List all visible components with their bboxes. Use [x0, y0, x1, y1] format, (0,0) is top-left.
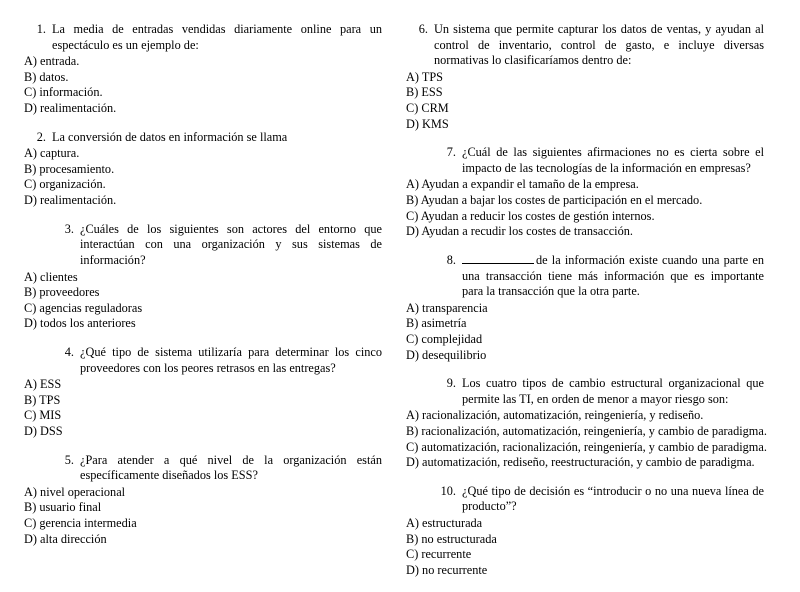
option-a: A) ESS	[24, 377, 62, 392]
question-heading	[24, 130, 382, 146]
fill-in-blank	[462, 254, 534, 264]
question-6	[406, 22, 764, 132]
option-c: C) recurrente	[406, 547, 472, 562]
option-d: D) todos los anteriores	[24, 316, 136, 331]
option-a: A) entrada.	[24, 54, 80, 69]
question-text-with-blank	[462, 253, 764, 300]
question-7	[406, 145, 764, 240]
question-heading	[406, 376, 764, 407]
option-a: A) clientes	[24, 269, 78, 284]
options-list	[406, 70, 764, 132]
question-text: Los cuatro tipos de cambio estructural organizacional que permite las TI, en orden de menor a mayor riesgo son:	[462, 376, 764, 406]
question-2	[24, 130, 382, 209]
question-heading	[24, 345, 382, 376]
question-text: La media de entradas vendidas diariamente online para un espectáculo es un ejemplo de:	[52, 22, 382, 52]
option-c: C) gerencia intermedia	[24, 516, 137, 531]
option-b: B) TPS	[24, 392, 61, 407]
options-list	[24, 270, 382, 332]
question-heading	[406, 145, 764, 176]
question-text: ¿Qué tipo de decisión es “introducir o no una nueva línea de producto”?	[462, 483, 764, 514]
right-column	[406, 22, 767, 592]
question-number: 4.	[64, 344, 74, 359]
question-1	[24, 22, 382, 117]
option-d: D) automatización, rediseño, reestructuración, y cambio de paradigma.	[406, 455, 755, 470]
option-c: C) complejidad	[406, 331, 483, 346]
question-number: 9.	[446, 376, 456, 391]
question-number: 3.	[64, 221, 74, 236]
question-number: 1.	[36, 22, 46, 36]
options-list	[24, 377, 382, 439]
option-b: B) no estructurada	[406, 531, 497, 546]
option-d: D) DSS	[24, 424, 63, 439]
option-b: B) proveedores	[24, 285, 100, 300]
option-a: A) TPS	[406, 69, 444, 84]
question-text: ¿Cuál de las siguientes afirmaciones no es cierta sobre el impacto de las tecnologías de la información en empresas?	[462, 145, 764, 175]
option-b: B) datos.	[24, 69, 69, 84]
options-list	[406, 516, 764, 578]
option-d: D) no recurrente	[406, 562, 488, 577]
question-4	[24, 345, 382, 440]
option-b: B) racionalización, automatización, reingeniería, y cambio de paradigma.	[406, 424, 767, 439]
question-number: 8.	[446, 252, 456, 267]
option-a: A) captura.	[24, 146, 80, 161]
question-text: Un sistema que permite capturar los datos de ventas, y ayudan al control de inventario, control de gasto, e incluye diversas normativas lo clasificaríamos dentro de:	[434, 22, 764, 68]
question-text: ¿Qué tipo de sistema utilizaría para determinar los cinco proveedores con los peores retrasos en las entregas?	[80, 344, 382, 375]
option-c: C) Ayudan a reducir los costes de gestión internos.	[406, 208, 655, 223]
options-list	[406, 301, 764, 363]
question-text: La conversión de datos en información se llama	[52, 129, 288, 144]
option-d: D) realimentación.	[24, 101, 117, 116]
question-heading	[406, 22, 764, 69]
question-text: ¿Para atender a qué nivel de la organización están específicamente diseñados los ESS?	[80, 452, 382, 483]
two-column-layout	[24, 22, 776, 592]
option-a: A) Ayudan a expandir el tamaño de la empresa.	[406, 177, 639, 192]
option-a: A) racionalización, automatización, reingeniería, y rediseño.	[406, 408, 704, 423]
option-d: D) desequilibrio	[406, 347, 487, 362]
question-text: ¿Cuáles de los siguientes son actores del entorno que interactúan con una organización y sus sistemas de información?	[80, 221, 382, 267]
option-c: C) organización.	[24, 177, 106, 192]
options-list	[24, 54, 382, 116]
option-c: C) información.	[24, 85, 103, 100]
question-text: de la información existe cuando una parte en una transacción tiene más información que es importante para la transacción que la otra parte.	[462, 252, 764, 299]
option-a: A) nivel operacional	[24, 484, 126, 499]
question-heading	[24, 453, 382, 484]
option-c: C) MIS	[24, 408, 62, 423]
options-list	[406, 177, 764, 239]
option-c: C) automatización, racionalización, reingeniería, y cambio de paradigma.	[406, 439, 767, 454]
option-b: B) asimetría	[406, 316, 467, 331]
option-a: A) estructurada	[406, 516, 483, 531]
left-column	[24, 22, 382, 560]
question-number: 2.	[36, 129, 46, 144]
option-d: D) KMS	[406, 116, 449, 131]
option-b: B) usuario final	[24, 500, 102, 515]
question-9	[406, 376, 767, 471]
option-b: B) ESS	[406, 85, 443, 100]
option-a: A) transparencia	[406, 300, 488, 315]
question-3	[24, 222, 382, 332]
question-number: 10.	[440, 483, 456, 498]
options-list	[24, 146, 382, 208]
option-d: D) realimentación.	[24, 193, 117, 208]
question-heading	[406, 484, 764, 515]
question-number: 6.	[418, 22, 428, 36]
option-d: D) alta dirección	[24, 531, 107, 546]
options-list	[406, 408, 767, 470]
options-list	[24, 485, 382, 547]
question-heading	[24, 22, 382, 53]
question-10	[406, 484, 764, 579]
option-c: C) CRM	[406, 101, 449, 116]
option-b: B) procesamiento.	[24, 161, 115, 176]
option-d: D) Ayudan a recudir los costes de transacción.	[406, 224, 633, 239]
question-heading	[406, 253, 764, 300]
question-number: 5.	[64, 452, 74, 467]
question-5	[24, 453, 382, 548]
option-c: C) agencias reguladoras	[24, 300, 143, 315]
question-8	[406, 253, 764, 363]
question-number: 7.	[446, 145, 456, 160]
question-heading	[24, 222, 382, 269]
option-b: B) Ayudan a bajar los costes de participación en el mercado.	[406, 193, 703, 208]
